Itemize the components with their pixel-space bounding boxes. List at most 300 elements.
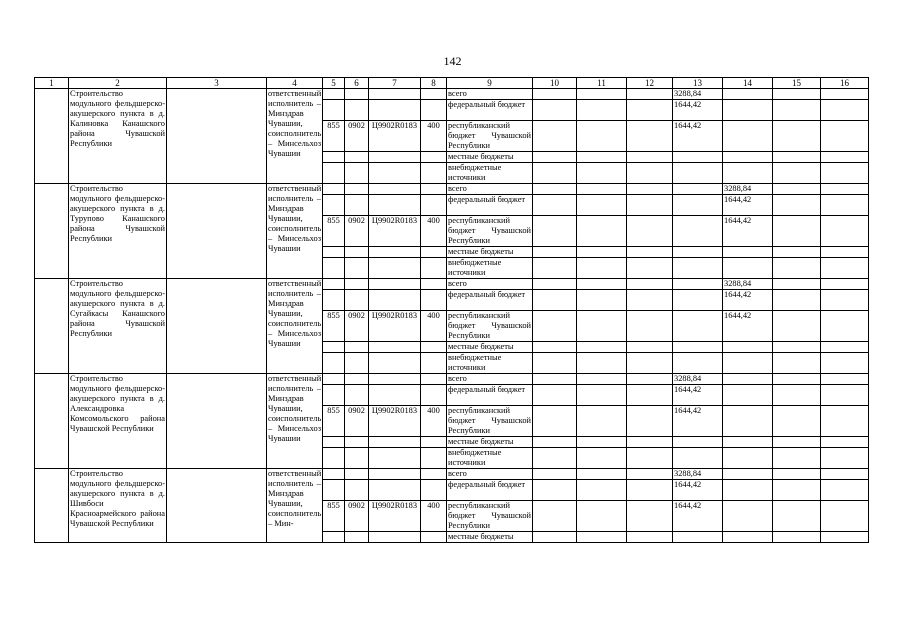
code-expense-type [421, 100, 447, 121]
code-expense-type [421, 89, 447, 100]
code-target-article [369, 374, 421, 385]
amount-cell [577, 152, 627, 163]
amount-cell: 3288,84 [673, 469, 723, 480]
amount-cell [723, 448, 773, 469]
amount-cell [577, 195, 627, 216]
amount-cell [821, 342, 869, 353]
code-section: 0902 [345, 216, 369, 247]
page-number: 142 [443, 54, 462, 68]
amount-cell [533, 163, 577, 184]
amount-cell [773, 353, 821, 374]
amount-cell: 1644,42 [673, 100, 723, 121]
funding-source: республиканский бюджет Чувашской Республики [448, 216, 531, 245]
code-grbs [323, 469, 345, 480]
amount-cell [533, 89, 577, 100]
amount-cell [773, 342, 821, 353]
amount-cell [627, 100, 673, 121]
amount-cell [723, 247, 773, 258]
code-expense-type [421, 480, 447, 501]
amount-cell [821, 100, 869, 121]
amount-cell [533, 121, 577, 152]
funding-source: федеральный бюджет [447, 195, 533, 216]
code-expense-type: 400 [421, 406, 447, 437]
amount-cell [673, 184, 723, 195]
amount-cell [577, 469, 627, 480]
code-section [345, 247, 369, 258]
code-expense-type [421, 247, 447, 258]
executor-cell: ответственный исполнитель – Минздрав Чувашии, соисполнитель – Минсельхоз Чувашии [267, 374, 323, 469]
table-row [35, 279, 869, 290]
column-header-row [35, 78, 869, 89]
code-expense-type [421, 290, 447, 311]
amount-cell [627, 406, 673, 437]
code-target-article [369, 532, 421, 543]
code-target-article: Ц9902R0183 [369, 216, 421, 247]
amount-cell [533, 469, 577, 480]
amount-cell [723, 152, 773, 163]
code-section [345, 195, 369, 216]
code-grbs [323, 385, 345, 406]
code-target-article [369, 195, 421, 216]
code-grbs [323, 480, 345, 501]
amount-cell [533, 532, 577, 543]
amount-cell [627, 290, 673, 311]
code-expense-type: 400 [421, 501, 447, 532]
amount-cell [577, 385, 627, 406]
measure-column-3 [167, 184, 267, 279]
amount-cell [673, 448, 723, 469]
amount-cell [673, 279, 723, 290]
amount-cell [773, 184, 821, 195]
code-grbs: 855 [323, 406, 345, 437]
amount-cell [773, 480, 821, 501]
amount-cell [577, 247, 627, 258]
column-header: 7 [369, 78, 421, 89]
code-expense-type [421, 279, 447, 290]
amount-cell [773, 258, 821, 279]
amount-cell [533, 342, 577, 353]
amount-cell [577, 216, 627, 247]
amount-cell [577, 121, 627, 152]
amount-cell [673, 247, 723, 258]
amount-cell [773, 247, 821, 258]
row-number-cell [35, 374, 69, 469]
amount-cell [773, 501, 821, 532]
code-grbs [323, 195, 345, 216]
amount-cell [821, 258, 869, 279]
code-expense-type [421, 152, 447, 163]
code-target-article [369, 448, 421, 469]
funding-source: всего [447, 374, 533, 385]
funding-source: республиканский бюджет Чувашской Республики [448, 501, 531, 530]
amount-cell [627, 385, 673, 406]
amount-cell [821, 469, 869, 480]
amount-cell [577, 342, 627, 353]
code-target-article [369, 279, 421, 290]
amount-cell [577, 480, 627, 501]
amount-cell [627, 353, 673, 374]
code-expense-type [421, 163, 447, 184]
amount-cell: 1644,42 [673, 480, 723, 501]
executor-cell: ответственный исполнитель – Минздрав Чувашии, соисполнитель – Мин- [267, 469, 323, 543]
amount-cell [627, 374, 673, 385]
amount-cell [821, 532, 869, 543]
amount-cell: 3288,84 [673, 89, 723, 100]
amount-cell [773, 163, 821, 184]
amount-cell [577, 163, 627, 184]
amount-cell [533, 311, 577, 342]
amount-cell [627, 89, 673, 100]
amount-cell [773, 89, 821, 100]
amount-cell [533, 501, 577, 532]
amount-cell [627, 448, 673, 469]
amount-cell [627, 121, 673, 152]
amount-cell [533, 406, 577, 437]
code-expense-type [421, 385, 447, 406]
code-expense-type [421, 437, 447, 448]
amount-cell [723, 532, 773, 543]
amount-cell [821, 501, 869, 532]
column-header: 4 [267, 78, 323, 89]
column-header: 5 [323, 78, 345, 89]
code-section [345, 532, 369, 543]
code-grbs [323, 258, 345, 279]
code-expense-type [421, 448, 447, 469]
amount-cell [773, 121, 821, 152]
code-target-article [369, 437, 421, 448]
code-expense-type [421, 532, 447, 543]
amount-cell [533, 258, 577, 279]
amount-cell [533, 385, 577, 406]
code-grbs [323, 279, 345, 290]
amount-cell [533, 290, 577, 311]
code-section [345, 353, 369, 374]
code-target-article: Ц9902R0183 [369, 501, 421, 532]
amount-cell [821, 121, 869, 152]
executor-cell: ответственный исполнитель – Минздрав Чувашии, соисполнитель – Минсельхоз Чувашии [267, 89, 323, 184]
code-grbs [323, 247, 345, 258]
amount-cell [821, 374, 869, 385]
table-row [35, 469, 869, 480]
code-grbs [323, 342, 345, 353]
amount-cell: 1644,42 [673, 406, 723, 437]
code-target-article [369, 385, 421, 406]
code-target-article [369, 247, 421, 258]
amount-cell [627, 195, 673, 216]
amount-cell [627, 532, 673, 543]
amount-cell [773, 152, 821, 163]
funding-source: федеральный бюджет [447, 385, 533, 406]
amount-cell [627, 163, 673, 184]
code-target-article [369, 163, 421, 184]
amount-cell [577, 184, 627, 195]
code-expense-type [421, 184, 447, 195]
amount-cell [821, 311, 869, 342]
amount-cell [773, 216, 821, 247]
code-expense-type [421, 258, 447, 279]
measure-column-3 [167, 279, 267, 374]
amount-cell [821, 290, 869, 311]
amount-cell [673, 532, 723, 543]
measure-description: Строительство модульного фельдшерско-акушерского пункта в д. Александровка Комсомольского района Чувашской Республики [69, 374, 167, 469]
amount-cell [723, 385, 773, 406]
code-section [345, 152, 369, 163]
code-target-article [369, 89, 421, 100]
amount-cell [627, 279, 673, 290]
executor-cell: ответственный исполнитель – Минздрав Чувашии, соисполнитель – Минсельхоз Чувашии [267, 184, 323, 279]
funding-source: республиканский бюджет Чувашской Республики [448, 311, 531, 340]
amount-cell [821, 279, 869, 290]
code-expense-type [421, 469, 447, 480]
amount-cell [577, 406, 627, 437]
code-section: 0902 [345, 311, 369, 342]
amount-cell [773, 374, 821, 385]
amount-cell: 1644,42 [723, 195, 773, 216]
amount-cell [723, 501, 773, 532]
amount-cell [577, 437, 627, 448]
amount-cell: 1644,42 [673, 121, 723, 152]
code-expense-type: 400 [421, 121, 447, 152]
code-grbs [323, 100, 345, 121]
code-section [345, 448, 369, 469]
amount-cell [533, 353, 577, 374]
funding-source: всего [447, 279, 533, 290]
amount-cell [627, 469, 673, 480]
amount-cell [723, 469, 773, 480]
amount-cell [533, 437, 577, 448]
code-section: 0902 [345, 501, 369, 532]
column-header: 10 [533, 78, 577, 89]
amount-cell [773, 406, 821, 437]
amount-cell [627, 311, 673, 342]
funding-source: внебюджетные источники [447, 353, 533, 374]
code-section [345, 385, 369, 406]
measure-column-3 [167, 374, 267, 469]
amount-cell [773, 437, 821, 448]
code-expense-type: 400 [421, 311, 447, 342]
code-section [345, 89, 369, 100]
amount-cell [627, 437, 673, 448]
amount-cell [533, 448, 577, 469]
amount-cell [723, 406, 773, 437]
amount-cell [533, 184, 577, 195]
amount-cell [773, 385, 821, 406]
code-section [345, 163, 369, 184]
amount-cell [627, 480, 673, 501]
code-section [345, 469, 369, 480]
amount-cell [773, 279, 821, 290]
column-header: 11 [577, 78, 627, 89]
code-target-article [369, 258, 421, 279]
column-header: 6 [345, 78, 369, 89]
amount-cell: 1644,42 [673, 385, 723, 406]
amount-cell: 1644,42 [723, 290, 773, 311]
amount-cell [673, 342, 723, 353]
amount-cell [577, 290, 627, 311]
amount-cell [533, 152, 577, 163]
funding-source: местные бюджеты [447, 437, 533, 448]
amount-cell [533, 100, 577, 121]
amount-cell [773, 195, 821, 216]
code-expense-type [421, 374, 447, 385]
amount-cell [723, 258, 773, 279]
row-number-cell [35, 469, 69, 543]
measure-column-3 [167, 469, 267, 543]
code-expense-type [421, 353, 447, 374]
amount-cell [773, 100, 821, 121]
amount-cell [821, 184, 869, 195]
code-expense-type [421, 342, 447, 353]
funding-source: внебюджетные источники [447, 163, 533, 184]
amount-cell [673, 216, 723, 247]
amount-cell [773, 532, 821, 543]
measure-description: Строительство модульного фельдшерско-акушерского пункта в д. Шивбоси Красноармейского района Чувашской Республики [69, 469, 167, 543]
amount-cell [577, 532, 627, 543]
amount-cell [533, 216, 577, 247]
row-number-cell [35, 89, 69, 184]
amount-cell [577, 311, 627, 342]
code-grbs: 855 [323, 216, 345, 247]
code-target-article [369, 152, 421, 163]
measure-description: Строительство модульного фельдшерско-акушерского пункта в д. Турупово Канашского района Чувашской Республики [69, 184, 167, 279]
amount-cell: 3288,84 [723, 279, 773, 290]
funding-source: местные бюджеты [447, 247, 533, 258]
amount-cell [821, 406, 869, 437]
funding-source: всего [447, 469, 533, 480]
amount-cell: 1644,42 [673, 501, 723, 532]
amount-cell [673, 152, 723, 163]
amount-cell [533, 247, 577, 258]
amount-cell [577, 258, 627, 279]
amount-cell [821, 216, 869, 247]
amount-cell [773, 311, 821, 342]
amount-cell [627, 184, 673, 195]
amount-cell [821, 353, 869, 374]
executor-cell: ответственный исполнитель – Минздрав Чувашии, соисполнитель – Минсельхоз Чувашии [267, 279, 323, 374]
amount-cell [723, 437, 773, 448]
funding-source: всего [447, 184, 533, 195]
code-grbs [323, 532, 345, 543]
amount-cell [627, 258, 673, 279]
amount-cell [627, 342, 673, 353]
amount-cell [533, 374, 577, 385]
amount-cell [821, 247, 869, 258]
budget-table [34, 77, 869, 543]
code-section: 0902 [345, 121, 369, 152]
funding-source: местные бюджеты [447, 152, 533, 163]
code-grbs [323, 290, 345, 311]
amount-cell [773, 448, 821, 469]
amount-cell: 3288,84 [723, 184, 773, 195]
amount-cell [723, 353, 773, 374]
code-target-article [369, 100, 421, 121]
funding-source: внебюджетные источники [447, 448, 533, 469]
code-grbs [323, 437, 345, 448]
column-header: 14 [723, 78, 773, 89]
code-expense-type: 400 [421, 216, 447, 247]
funding-source: внебюджетные источники [447, 258, 533, 279]
code-grbs [323, 184, 345, 195]
code-target-article: Ц9902R0183 [369, 311, 421, 342]
amount-cell [673, 258, 723, 279]
amount-cell: 3288,84 [673, 374, 723, 385]
code-grbs [323, 353, 345, 374]
code-target-article [369, 353, 421, 374]
amount-cell [627, 247, 673, 258]
amount-cell [577, 501, 627, 532]
code-section [345, 374, 369, 385]
code-section [345, 100, 369, 121]
funding-source: федеральный бюджет [447, 290, 533, 311]
amount-cell [773, 469, 821, 480]
amount-cell [821, 195, 869, 216]
amount-cell [673, 311, 723, 342]
code-section [345, 342, 369, 353]
amount-cell [627, 501, 673, 532]
code-target-article: Ц9902R0183 [369, 121, 421, 152]
amount-cell [723, 163, 773, 184]
amount-cell [723, 342, 773, 353]
code-target-article [369, 290, 421, 311]
amount-cell [723, 121, 773, 152]
amount-cell [533, 480, 577, 501]
amount-cell [821, 152, 869, 163]
code-target-article: Ц9902R0183 [369, 406, 421, 437]
amount-cell [821, 163, 869, 184]
table-row [35, 184, 869, 195]
amount-cell [577, 89, 627, 100]
funding-source: федеральный бюджет [447, 100, 533, 121]
code-target-article [369, 480, 421, 501]
column-header: 2 [69, 78, 167, 89]
table-row [35, 89, 869, 100]
code-section [345, 279, 369, 290]
code-grbs [323, 89, 345, 100]
column-header: 9 [447, 78, 533, 89]
amount-cell [577, 448, 627, 469]
column-header: 15 [773, 78, 821, 89]
funding-source: республиканский бюджет Чувашской Республики [448, 406, 531, 435]
code-section [345, 437, 369, 448]
amount-cell [533, 279, 577, 290]
column-header: 3 [167, 78, 267, 89]
amount-cell: 1644,42 [723, 311, 773, 342]
column-header: 13 [673, 78, 723, 89]
code-target-article [369, 184, 421, 195]
amount-cell: 1644,42 [723, 216, 773, 247]
amount-cell [577, 374, 627, 385]
code-grbs [323, 448, 345, 469]
code-section [345, 480, 369, 501]
amount-cell [821, 448, 869, 469]
amount-cell [673, 353, 723, 374]
code-grbs: 855 [323, 121, 345, 152]
amount-cell [577, 353, 627, 374]
funding-source: всего [447, 89, 533, 100]
code-section: 0902 [345, 406, 369, 437]
code-target-article [369, 342, 421, 353]
measure-description: Строительство модульного фельдшерско-акушерского пункта в д. Сугайкасы Канашского района Чувашской Республики [69, 279, 167, 374]
amount-cell [723, 480, 773, 501]
code-grbs: 855 [323, 501, 345, 532]
amount-cell [723, 89, 773, 100]
code-target-article [369, 469, 421, 480]
code-section [345, 290, 369, 311]
code-expense-type [421, 195, 447, 216]
code-grbs: 855 [323, 311, 345, 342]
amount-cell [577, 100, 627, 121]
amount-cell [627, 152, 673, 163]
